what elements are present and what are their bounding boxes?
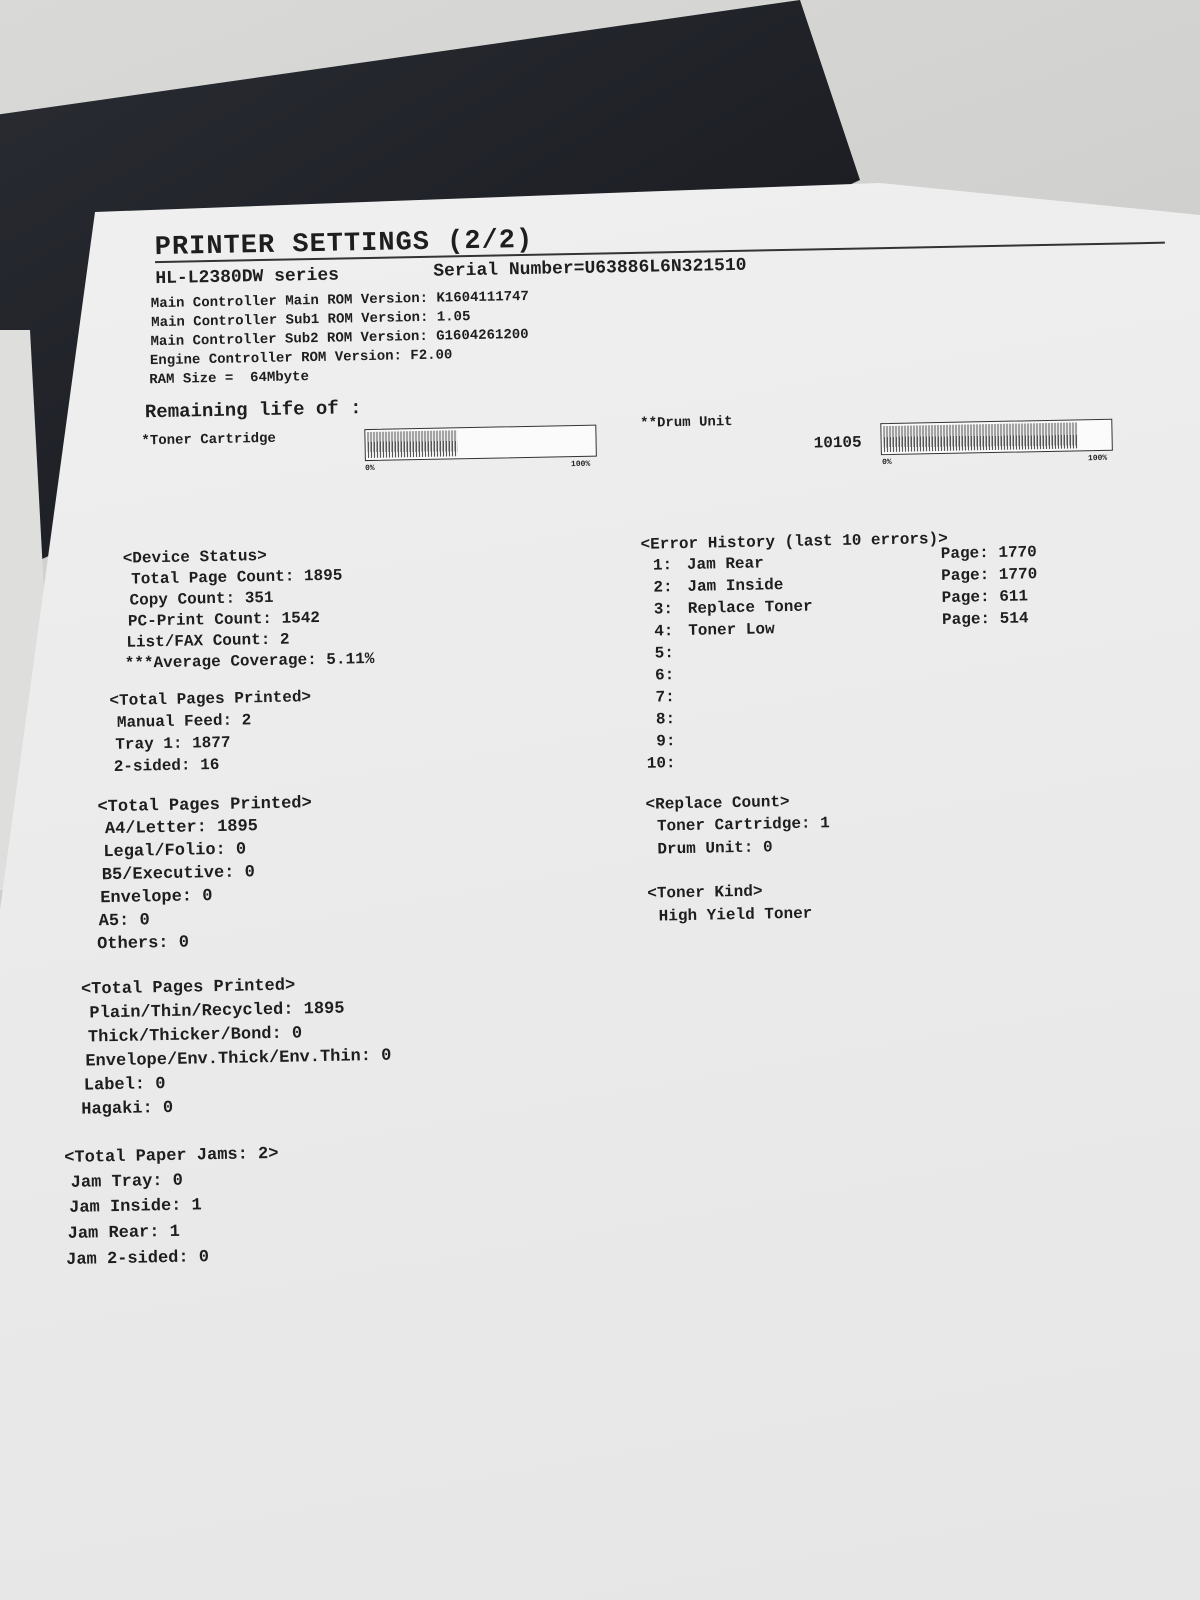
drum-unit-count: 10105 — [813, 433, 862, 453]
error-text: Jam Rear — [686, 554, 764, 574]
serial-number: Serial Number=U63886L6N321510 — [433, 255, 747, 282]
pages-by-size-line: Envelope: 0 — [100, 887, 213, 909]
drum-unit-label: **Drum Unit — [640, 414, 733, 432]
pages-by-size-line: Others: 0 — [96, 933, 190, 955]
device-status-heading: <Device Status> — [122, 546, 267, 568]
pages-by-source-line: 2-sided: 16 — [113, 755, 220, 776]
error-page: Page: 514 — [941, 609, 1029, 630]
pages-by-size-line: B5/Executive: 0 — [101, 863, 256, 886]
pages-by-media-heading: <Total Pages Printed> — [80, 976, 296, 1000]
pages-by-source-line: Tray 1: 1877 — [115, 733, 231, 754]
device-status-line: List/FAX Count: 2 — [126, 630, 290, 652]
drum-scale-max: 100% — [1087, 453, 1108, 464]
error-text: Toner Low — [688, 620, 775, 640]
error-num: 1: — [652, 556, 673, 575]
error-num: 6: — [654, 666, 675, 685]
drum-life-bar — [880, 419, 1113, 455]
error-history-heading: <Error History (last 10 errors)> — [640, 529, 948, 554]
device-status-line: Total Page Count: 1895 — [130, 566, 343, 589]
pages-by-media-line: Label: 0 — [83, 1075, 166, 1096]
pages-by-size-line: A4/Letter: 1895 — [104, 817, 259, 840]
toner-kind-line: High Yield Toner — [658, 904, 813, 926]
error-num: 10: — [646, 754, 676, 773]
error-text: Replace Toner — [687, 597, 813, 618]
paper-jams-line: Jam Tray: 0 — [70, 1171, 184, 1193]
replace-count-heading: <Replace Count> — [645, 792, 790, 814]
error-num: 4: — [654, 622, 674, 641]
toner-scale-max: 100% — [570, 459, 591, 470]
replace-count-line: Drum Unit: 0 — [657, 838, 773, 859]
drum-scale-min: 0% — [881, 457, 892, 468]
error-page: Page: 611 — [941, 587, 1029, 608]
paper-jams-line: Jam Rear: 1 — [67, 1222, 181, 1244]
pages-by-media-line: Thick/Thicker/Bond: 0 — [87, 1024, 303, 1048]
version-line: Main Controller Sub1 ROM Version: 1.05 — [151, 309, 471, 332]
model-name: HL-L2380DW series — [155, 265, 340, 290]
pages-by-media-line: Hagaki: 0 — [81, 1098, 174, 1120]
error-text: Jam Inside — [687, 576, 784, 596]
toner-scale-min: 0% — [364, 463, 375, 474]
error-num: 8: — [655, 710, 676, 729]
device-status-line: ***Average Coverage: 5.11% — [124, 649, 375, 673]
error-page: Page: 1770 — [940, 543, 1037, 564]
pages-by-source-line: Manual Feed: 2 — [116, 711, 252, 732]
toner-cartridge-label: *Toner Cartridge — [141, 430, 277, 450]
pages-by-size-heading: <Total Pages Printed> — [97, 794, 312, 818]
pages-by-media-line: Envelope/Env.Thick/Env.Thin: 0 — [85, 1046, 392, 1072]
ram-size: RAM Size = 64Mbyte — [149, 369, 310, 389]
paper-jams-heading: <Total Paper Jams: 2> — [64, 1144, 279, 1168]
version-line: Main Controller Sub2 ROM Version: G1604261200 — [150, 326, 529, 351]
error-num: 5: — [654, 644, 675, 663]
drum-life-fill — [883, 422, 1077, 452]
device-status-line: PC-Print Count: 1542 — [127, 608, 321, 631]
error-num: 3: — [653, 600, 674, 619]
error-num: 2: — [653, 578, 673, 597]
error-num: 9: — [656, 732, 676, 751]
toner-life-fill — [367, 430, 457, 458]
pages-by-media-line: Plain/Thin/Recycled: 1895 — [89, 999, 345, 1024]
version-line: Engine Controller ROM Version: F2.00 — [149, 347, 453, 370]
device-status-line: Copy Count: 351 — [129, 588, 274, 610]
paper-jams-line: Jam Inside: 1 — [69, 1196, 202, 1218]
paper-jams-line: Jam 2-sided: 0 — [66, 1248, 210, 1270]
report-title: PRINTER SETTINGS (2/2) — [154, 225, 534, 264]
version-line: Main Controller Main ROM Version: K1604111747 — [150, 288, 530, 313]
pages-by-source-heading: <Total Pages Printed> — [109, 688, 312, 711]
error-page: Page: 1770 — [941, 565, 1038, 586]
pages-by-size-line: A5: 0 — [98, 911, 150, 932]
error-num: 7: — [655, 688, 675, 707]
toner-kind-heading: <Toner Kind> — [647, 882, 763, 903]
pages-by-size-line: Legal/Folio: 0 — [103, 840, 247, 863]
toner-life-bar — [364, 425, 597, 461]
remaining-life-heading: Remaining life of : — [144, 397, 362, 424]
replace-count-line: Toner Cartridge: 1 — [656, 814, 830, 836]
